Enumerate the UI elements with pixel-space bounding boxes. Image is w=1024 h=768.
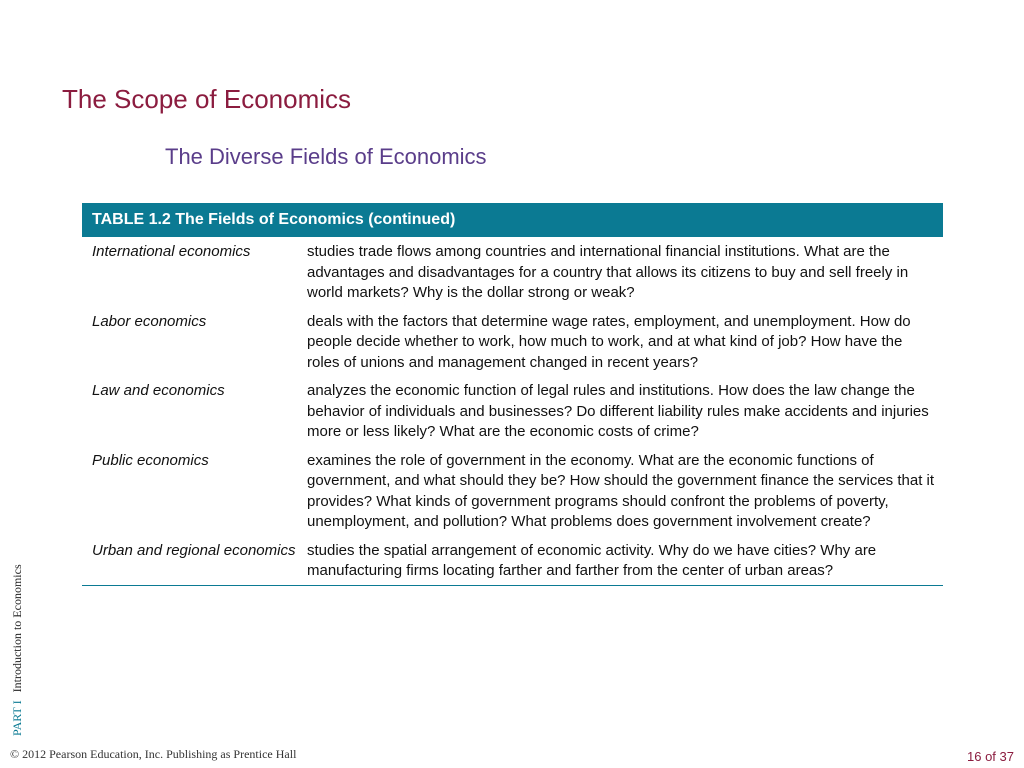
copyright-footer: © 2012 Pearson Education, Inc. Publishing as Prentice Hall	[10, 747, 297, 761]
field-description: examines the role of government in the economy. What are the economic functions of government, and what should they be? How should the government finance the services that it provides? What kinds of government programs should confront the problems of poverty, unemployment, and pollution? What problems does government involvement create?	[307, 451, 935, 530]
field-name: International economics	[92, 243, 251, 260]
field-description: analyzes the economic function of legal rules and institutions. How does the law change the behavior of individuals and businesses? Do different liability rules make accidents and injuries more or less likely? What are the economic costs of crime?	[307, 382, 929, 440]
field-description: deals with the factors that determine wage rates, employment, and unemployment. How do people decide whether to work, how much to work, and at what kind of job? How have the roles of unions and management changed in recent years?	[307, 312, 911, 371]
slide-title: The Scope of Economics	[62, 84, 352, 114]
field-description: studies the spatial arrangement of economic activity. Why do we have cities? Why are manufacturing firms locating farther and farther from the center of urban areas?	[307, 541, 877, 579]
part-title: Introduction to Economics	[10, 564, 24, 693]
field-name: Public economics	[92, 451, 209, 469]
table-header: TABLE 1.2 The Fields of Economics (continued)	[82, 203, 943, 237]
table-row	[82, 376, 943, 446]
field-name: Urban and regional economics	[92, 541, 296, 559]
field-name: Labor economics	[92, 312, 207, 330]
field-name: Law and economics	[92, 382, 225, 399]
table-row	[82, 237, 943, 307]
field-description: studies trade flows among countries and international financial institutions. What are the advantages and disadvantages for a country that allows its citizens to buy and sell freely in world markets? Why is the dollar strong or weak?	[307, 243, 909, 301]
side-part-label	[10, 564, 25, 736]
page-number: 16 of 37	[967, 749, 1014, 764]
table-row	[82, 307, 943, 377]
slide-subtitle: The Diverse Fields of Economics	[165, 144, 487, 169]
part-number: PART I	[10, 700, 24, 736]
table-row	[82, 536, 943, 585]
table-row	[82, 446, 943, 536]
fields-table	[82, 203, 943, 586]
